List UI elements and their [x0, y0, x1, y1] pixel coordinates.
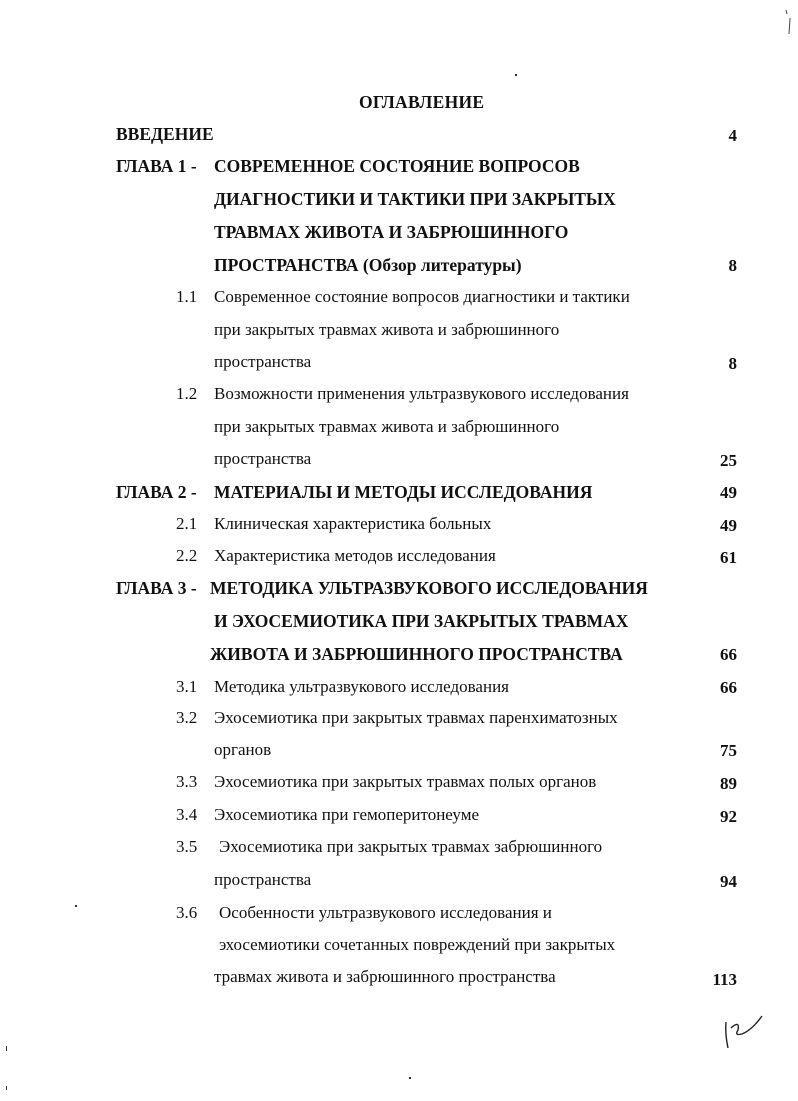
section-number: 3.5	[176, 837, 198, 856]
scan-speck	[515, 74, 517, 76]
section-number: 1.2	[176, 384, 198, 403]
section-number: 3.2	[176, 708, 198, 727]
section-title-line: Эхосемиотика при закрытых травмах полых органов	[214, 772, 597, 791]
section-number: 3.4	[176, 805, 198, 824]
page-number-chapter-3: 66	[720, 645, 737, 664]
section-title-line: пространства	[214, 352, 312, 371]
chapter-2-title-line: МАТЕРИАЛЫ И МЕТОДЫ ИССЛЕДОВАНИЯ	[214, 482, 593, 502]
page-number-section: 113	[712, 970, 737, 989]
page-number-section: 61	[720, 548, 737, 567]
section-title-line: пространства	[214, 870, 312, 889]
section-title-line: Эхосемиотика при закрытых травмах забрюшинного	[219, 837, 603, 856]
page-number-chapter-2: 49	[720, 483, 737, 502]
chapter-2-prefix: ГЛАВА 2 -	[116, 482, 197, 502]
chapter-3-title-line: ЖИВОТА И ЗАБРЮШИННОГО ПРОСТРАНСТВА	[210, 644, 623, 664]
scan-speck	[75, 905, 77, 907]
section-title-line: органов	[214, 740, 272, 759]
page-number-chapter-1: 8	[728, 256, 737, 275]
section-title-line: при закрытых травмах живота и забрюшинного	[214, 417, 560, 436]
section-title-line: пространства	[214, 449, 312, 468]
chapter-1-title-line: СОВРЕМЕННОЕ СОСТОЯНИЕ ВОПРОСОВ	[214, 156, 580, 176]
section-number: 3.6	[176, 903, 198, 922]
chapter-3-title-line: МЕТОДИКА УЛЬТРАЗВУКОВОГО ИССЛЕДОВАНИЯ	[210, 578, 648, 598]
section-title-line: травмах живота и забрюшинного пространства	[214, 967, 556, 986]
section-title-line: Особенности ультразвукового исследования и	[219, 903, 552, 922]
section-title-line: Возможности применения ультразвукового исследования	[214, 384, 629, 403]
scan-speck	[6, 1046, 7, 1051]
page-number-section: 89	[720, 774, 737, 793]
section-number: 3.1	[176, 677, 198, 696]
chapter-3-prefix: ГЛАВА 3 -	[116, 578, 197, 598]
chapter-3-title-line: И ЭХОСЕМИОТИКА ПРИ ЗАКРЫТЫХ ТРАВМАХ	[214, 611, 629, 631]
page-number-section: 92	[720, 807, 737, 826]
toc-entry-intro: ВВЕДЕНИЕ	[116, 124, 214, 144]
handwritten-initials-icon	[718, 1008, 770, 1052]
chapter-1-title-line: ПРОСТРАНСТВА (Обзор литературы)	[214, 255, 522, 275]
page-number-section: 75	[720, 741, 737, 760]
section-number: 1.1	[176, 287, 198, 306]
page-number-section: 94	[720, 872, 737, 891]
chapter-1-prefix: ГЛАВА 1 -	[116, 156, 197, 176]
section-title-line: Методика ультразвукового исследования	[214, 677, 509, 696]
page-number-section: 66	[720, 678, 737, 697]
section-title-line: Клиническая характеристика больных	[214, 514, 492, 533]
page-number-section: 49	[720, 516, 737, 535]
page-number-intro: 4	[728, 126, 737, 145]
section-number: 2.2	[176, 546, 198, 565]
section-number: 3.3	[176, 772, 198, 791]
section-title-line: Эхосемиотика при закрытых травмах паренхиматозных	[214, 708, 618, 727]
section-title-line: Характеристика методов исследования	[214, 546, 496, 565]
section-title-line: Современное состояние вопросов диагностики и тактики	[214, 287, 630, 306]
section-title-line: Эхосемиотика при гемоперитонеуме	[214, 805, 479, 824]
section-title-line: при закрытых травмах живота и забрюшинного	[214, 320, 560, 339]
page-number-section: 25	[720, 451, 737, 470]
corner-mark-icon	[780, 8, 794, 38]
page-title: ОГЛАВЛЕНИЕ	[359, 92, 485, 112]
chapter-1-title-line: ДИАГНОСТИКИ И ТАКТИКИ ПРИ ЗАКРЫТЫХ	[214, 189, 616, 209]
scan-speck	[409, 1077, 411, 1079]
section-number: 2.1	[176, 514, 198, 533]
page-number-section: 8	[728, 354, 737, 373]
chapter-1-title-line: ТРАВМАХ ЖИВОТА И ЗАБРЮШИННОГО	[214, 222, 569, 242]
scan-speck	[6, 1086, 7, 1090]
section-title-line: эхосемиотики сочетанных повреждений при закрытых	[219, 935, 616, 954]
